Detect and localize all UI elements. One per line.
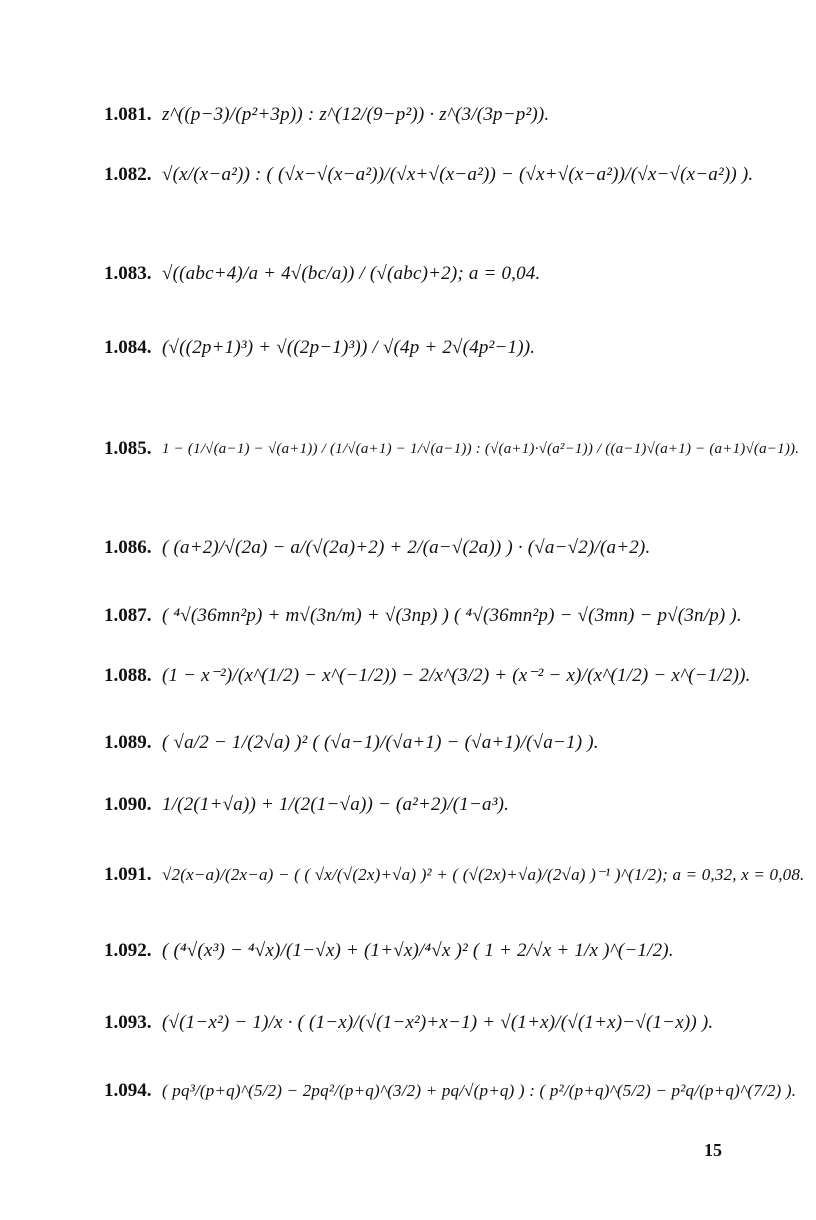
problem-number: 1.084.	[104, 337, 152, 358]
problem-number: 1.081.	[104, 104, 152, 125]
problem-expression: ( √a/2 − 1/(2√a) )² ( (√a−1)/(√a+1) − (√a+1)/(√a−1) ).	[162, 732, 599, 753]
problem-1087	[104, 605, 776, 627]
problem-1089	[104, 732, 776, 754]
problem-1084	[104, 337, 776, 359]
problem-number: 1.093.	[104, 1012, 152, 1033]
problem-1081	[104, 104, 776, 126]
problem-number: 1.087.	[104, 605, 152, 626]
problem-expression: (√(1−x²) − 1)/x · ( (1−x)/(√(1−x²)+x−1) + √(1+x)/(√(1+x)−√(1−x)) ).	[162, 1012, 714, 1033]
problem-number: 1.094.	[104, 1080, 152, 1101]
problem-expression: 1 − (1/√(a−1) − √(a+1)) / (1/√(a+1) − 1/√(a−1)) : (√(a+1)·√(a²−1)) / ((a−1)√(a+1) − (a+1)√(a−1)).	[162, 440, 800, 457]
problem-1083	[104, 263, 776, 285]
problem-1085	[104, 438, 800, 460]
problem-expression: z^((p−3)/(p²+3p)) : z^(12/(9−p²)) · z^(3/(3p−p²)).	[162, 104, 550, 125]
problem-expression: (1 − x⁻²)/(x^(1/2) − x^(−1/2)) − 2/x^(3/2) + (x⁻² − x)/(x^(1/2) − x^(−1/2)).	[162, 665, 751, 686]
problem-expression: √2(x−a)/(2x−a) − ( ( √x/(√(2x)+√a) )² + ( (√(2x)+√a)/(2√a) )⁻¹ )^(1/2); a = 0,32, x = 0,08.	[162, 865, 805, 884]
problem-expression: √(x/(x−a²)) : ( (√x−√(x−a²))/(√x+√(x−a²)) − (√x+√(x−a²))/(√x−√(x−a²)) ).	[162, 164, 754, 185]
problem-expression: (√((2p+1)³) + √((2p−1)³)) / √(4p + 2√(4p²−1)).	[162, 337, 536, 358]
problem-1090	[104, 794, 776, 816]
problem-1082	[104, 164, 776, 186]
problem-expression: ( ⁴√(36mn²p) + m√(3n/m) + √(3np) ) ( ⁴√(36mn²p) − √(3mn) − p√(3n/p) ).	[162, 605, 742, 626]
problem-number: 1.090.	[104, 794, 152, 815]
problem-number: 1.082.	[104, 164, 152, 185]
problem-1086	[104, 537, 776, 559]
problem-number: 1.089.	[104, 732, 152, 753]
problem-expression: ( pq³/(p+q)^(5/2) − 2pq²/(p+q)^(3/2) + pq/√(p+q) ) : ( p²/(p+q)^(5/2) − p²q/(p+q)^(7/2) ).	[162, 1081, 797, 1100]
page-number: 15	[704, 1140, 722, 1160]
problem-number: 1.085.	[104, 438, 152, 459]
problem-expression: 1/(2(1+√a)) + 1/(2(1−√a)) − (a²+2)/(1−a³).	[162, 794, 510, 815]
problem-1088	[104, 664, 776, 687]
problem-number: 1.083.	[104, 263, 152, 284]
problem-1091	[104, 864, 805, 886]
problem-number: 1.092.	[104, 940, 152, 961]
problem-expression: ( (⁴√(x³) − ⁴√x)/(1−√x) + (1+√x)/⁴√x )² ( 1 + 2/√x + 1/x )^(−1/2).	[162, 940, 674, 961]
problem-1092	[104, 940, 776, 962]
problem-1093	[104, 1012, 776, 1034]
problem-expression: ( (a+2)/√(2a) − a/(√(2a)+2) + 2/(a−√(2a)) ) · (√a−√2)/(a+2).	[162, 537, 651, 558]
problem-1094	[104, 1080, 797, 1102]
problem-number: 1.088.	[104, 664, 152, 686]
problem-expression: √((abc+4)/a + 4√(bc/a)) / (√(abc)+2); a = 0,04.	[162, 263, 541, 284]
problem-number: 1.091.	[104, 864, 152, 885]
problem-number: 1.086.	[104, 537, 152, 558]
